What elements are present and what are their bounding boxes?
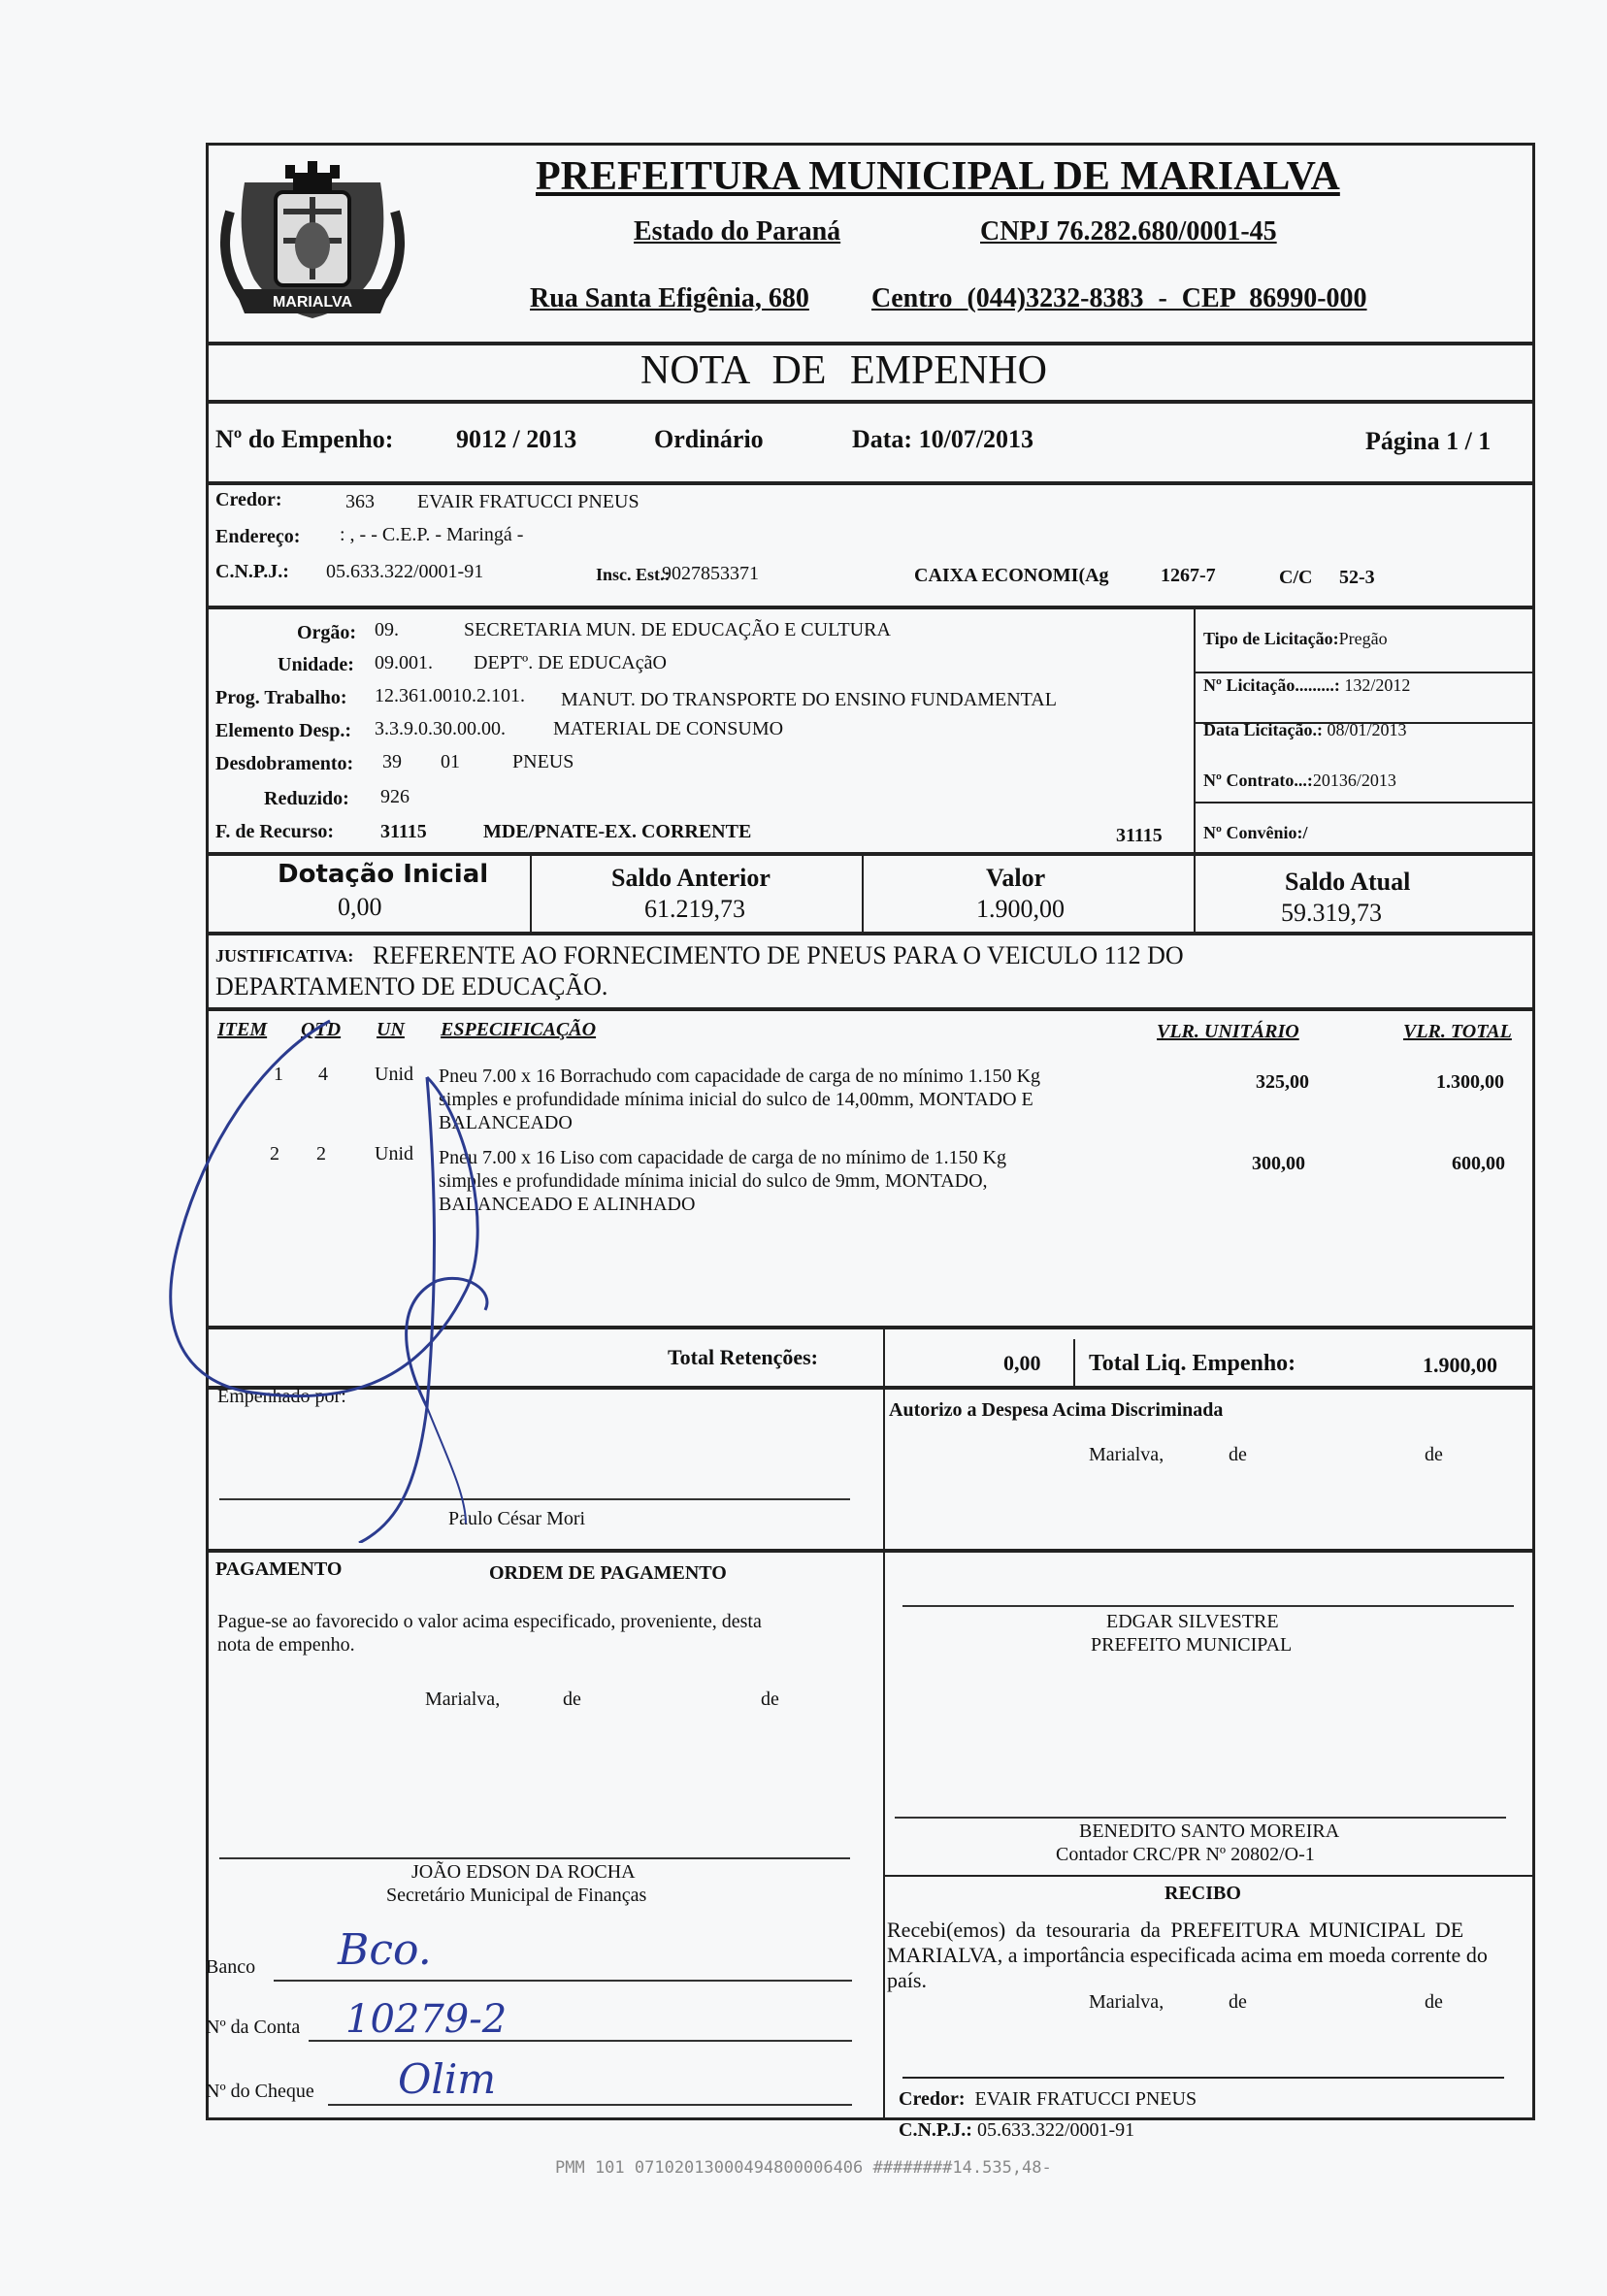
dotacao-label: Dotação Inicial [278, 860, 489, 889]
prog-label: Prog. Trabalho: [215, 687, 347, 708]
insc-label: Insc. Est.: [596, 565, 671, 584]
cnpj-header: CNPJ 76.282.680/0001-45 [980, 216, 1277, 246]
footer-code: PMM 101 07102013000494800006406 ########14.535,48- [555, 2158, 1052, 2178]
cc-label: C/C [1279, 567, 1313, 588]
valor-label: Valor [986, 864, 1046, 892]
address-details: Centro (044)3232-8383 - CEP 86990-000 [871, 283, 1367, 313]
col-vlr-total: VLR. TOTAL [1403, 1021, 1512, 1042]
licitacao-number-row: Nº Licitação.........: 132/2012 [1203, 675, 1411, 695]
licitacao-date-row: Data Licitação.: 08/01/2013 [1203, 720, 1407, 739]
col-especificacao: ESPECIFICAÇÃO [441, 1019, 597, 1040]
recibo-text-1: Recebi(emos) da tesouraria da PREFEITURA MUNICIPAL DE [887, 1918, 1464, 1942]
justificativa-line-2: DEPARTAMENTO DE EDUCAÇÃO. [215, 972, 608, 1000]
convenio-label: Nº Convênio:/ [1203, 823, 1308, 842]
unidade-name: DEPTº. DE EDUCAçãO [474, 652, 667, 673]
unidade-code: 09.001. [375, 652, 433, 673]
orgao-code: 09. [375, 619, 399, 640]
retencoes-value: 0,00 [1003, 1351, 1041, 1375]
ordem-label: ORDEM DE PAGAMENTO [489, 1562, 727, 1584]
recibo-cnpj-row [899, 2119, 1134, 2142]
anterior-label: Saldo Anterior [611, 864, 771, 892]
pagamento-de-1: de [563, 1689, 581, 1710]
credor-name: EVAIR FRATUCCI PNEUS [417, 491, 640, 512]
item-1-spec-3: BALANCEADO [439, 1112, 573, 1133]
recibo-cnpj-label: C.N.P.J.: [899, 2119, 972, 2141]
retencoes-label: Total Retenções: [668, 1345, 818, 1369]
elemento-label: Elemento Desp.: [215, 720, 351, 741]
pagamento-text-1: Pague-se ao favorecido o valor acima especificado, proveniente, desta [217, 1611, 762, 1632]
col-vlr-unitario: VLR. UNITÁRIO [1157, 1021, 1299, 1042]
empenho-label: Nº do Empenho: [215, 425, 394, 453]
recibo-credor: EVAIR FRATUCCI PNEUS [974, 2088, 1197, 2110]
recurso-name: MDE/PNATE-EX. CORRENTE [483, 821, 752, 842]
address: Rua Santa Efigênia, 680 [530, 283, 809, 313]
liq-label: Total Liq. Empenho: [1089, 1351, 1296, 1376]
pagamento-text-2: nota de empenho. [217, 1634, 355, 1656]
recurso-code: 31115 [380, 821, 427, 842]
item-2-un: Unid [375, 1143, 413, 1164]
licitacao-type-label: Tipo de Licitação:Pregão [1203, 629, 1388, 648]
recibo-title: RECIBO [1164, 1883, 1241, 1904]
desdobramento-b: 01 [441, 751, 460, 772]
empenhado-name: Paulo César Mori [448, 1508, 586, 1529]
reduzido-label: Reduzido: [264, 788, 349, 809]
municipality-title: PREFEITURA MUNICIPAL DE MARIALVA [536, 154, 1340, 199]
pagamento-local: Marialva, [425, 1689, 501, 1710]
credor-label: Credor: [215, 489, 282, 510]
doc-title: NOTA DE EMPENHO [640, 348, 1047, 393]
conta-label: Nº da Conta [206, 2017, 301, 2038]
justificativa-label: JUSTIFICATIVA: [215, 946, 354, 966]
cnpj-label: C.N.P.J.: [215, 561, 289, 582]
secretario-cargo: Secretário Municipal de Finanças [386, 1885, 647, 1906]
atual-value: 59.319,73 [1281, 899, 1382, 927]
elemento-code: 3.3.9.0.30.00.00. [375, 718, 506, 739]
pagamento-de-2: de [761, 1689, 779, 1710]
desdobramento-name: PNEUS [512, 751, 574, 772]
coat-of-arms-text: MARIALVA [272, 294, 353, 311]
licitacao-type: Pregão [1338, 629, 1388, 648]
banco-handwritten: Bco. [338, 1925, 432, 1975]
atual-label: Saldo Atual [1285, 868, 1411, 896]
conta-handwritten: 10279-2 [345, 1997, 508, 2042]
item-1-unit: 325,00 [1256, 1071, 1309, 1093]
valor-value: 1.900,00 [976, 895, 1065, 923]
autorizo-label: Autorizo a Despesa Acima Discriminada [889, 1399, 1224, 1421]
empenho-type: Ordinário [654, 425, 764, 453]
orgao-label: Orgão: [297, 622, 357, 643]
item-2-qtd: 2 [316, 1143, 326, 1164]
empenho-number: 9012 / 2013 [456, 425, 577, 453]
bank-name: CAIXA ECONOMI(Ag [914, 565, 1109, 586]
insc-value: 9027853371 [662, 563, 759, 584]
prefeito-cargo: PREFEITO MUNICIPAL [1091, 1634, 1293, 1656]
item-2-total: 600,00 [1452, 1153, 1505, 1174]
unidade-label: Unidade: [278, 654, 354, 675]
item-1-qtd: 4 [318, 1064, 328, 1085]
credor-cnpj: 05.633.322/0001-91 [326, 561, 484, 582]
cheque-handwritten: Olim [398, 2055, 497, 2103]
bank-agency: 1267-7 [1161, 565, 1216, 586]
col-item: ITEM [217, 1019, 268, 1040]
recibo-credor-row [899, 2088, 1197, 2111]
licitacao-number: 132/2012 [1344, 675, 1411, 695]
anterior-value: 61.219,73 [644, 895, 745, 923]
credor-code: 363 [345, 491, 375, 512]
address-label: Endereço: [215, 526, 301, 547]
cc-value: 52-3 [1339, 567, 1375, 588]
elemento-name: MATERIAL DE CONSUMO [553, 718, 784, 739]
signature-scribble [146, 1000, 631, 1543]
recibo-de-1: de [1229, 1991, 1247, 2013]
item-1-spec-1: Pneu 7.00 x 16 Borrachudo com capacidade de carga de no mínimo 1.150 Kg [439, 1066, 1041, 1087]
dotacao-value: 0,00 [338, 893, 382, 921]
contador-cargo: Contador CRC/PR Nº 20802/O-1 [1056, 1844, 1315, 1865]
recibo-de-2: de [1425, 1991, 1443, 2013]
prefeito-name: EDGAR SILVESTRE [1106, 1611, 1279, 1632]
state-name: Estado do Paraná [634, 216, 841, 246]
contrato-row: Nº Contrato...:20136/2013 [1203, 771, 1396, 790]
recurso-label: F. de Recurso: [215, 821, 335, 842]
recibo-local: Marialva, [1089, 1991, 1164, 2013]
recibo-text-2: MARIALVA, a importância especificada acima em moeda corrente do [887, 1943, 1488, 1967]
recibo-credor-label: Credor: [899, 2088, 966, 2110]
liq-value: 1.900,00 [1423, 1353, 1497, 1377]
item-1-total: 1.300,00 [1436, 1071, 1504, 1093]
coat-of-arms [215, 153, 410, 338]
item-2-spec-3: BALANCEADO E ALINHADO [439, 1194, 696, 1215]
item-2-number: 2 [270, 1143, 279, 1164]
empenhado-label: Empenhado por: [217, 1386, 346, 1407]
prog-name: MANUT. DO TRANSPORTE DO ENSINO FUNDAMENTAL [561, 689, 1057, 710]
desdobramento-a: 39 [382, 751, 402, 772]
item-2-spec-2: simples e profundidade mínima inicial do sulco de 9mm, MONTADO, [439, 1170, 988, 1192]
banco-label: Banco [206, 1956, 256, 1978]
item-1-spec-2: simples e profundidade mínima inicial do sulco de 14,00mm, MONTADO E [439, 1089, 1033, 1110]
col-qtd: QTD [301, 1019, 342, 1040]
item-2-spec-1: Pneu 7.00 x 16 Liso com capacidade de carga de no mínimo de 1.150 Kg [439, 1147, 1007, 1168]
reduzido-value: 926 [380, 786, 410, 807]
autorizo-local: Marialva, [1089, 1444, 1164, 1465]
contrato-number: 20136/2013 [1312, 771, 1396, 790]
prog-code: 12.361.0010.2.101. [375, 685, 525, 706]
autorizo-de-1: de [1229, 1444, 1247, 1465]
desdobramento-label: Desdobramento: [215, 753, 354, 774]
autorizo-de-2: de [1425, 1444, 1443, 1465]
recibo-text-3: país. [887, 1968, 927, 1992]
orgao-name: SECRETARIA MUN. DE EDUCAÇÃO E CULTURA [464, 619, 891, 640]
contador-name: BENEDITO SANTO MOREIRA [1079, 1820, 1340, 1842]
col-un: UN [377, 1019, 405, 1040]
item-1-un: Unid [375, 1064, 413, 1085]
credor-address: : , - - C.E.P. - Maringá - [340, 524, 524, 545]
recibo-cnpj: 05.633.322/0001-91 [976, 2119, 1135, 2141]
justificativa-line-1: REFERENTE AO FORNECIMENTO DE PNEUS PARA O VEICULO 112 DO [373, 941, 1184, 969]
recurso-code-2: 31115 [1116, 825, 1163, 846]
secretario-name: JOÃO EDSON DA ROCHA [411, 1861, 636, 1883]
item-1-number: 1 [274, 1064, 283, 1085]
empenho-date: Data: 10/07/2013 [852, 425, 1034, 453]
cheque-label: Nº do Cheque [206, 2081, 314, 2102]
pagamento-label: PAGAMENTO [215, 1558, 343, 1580]
item-2-unit: 300,00 [1252, 1153, 1305, 1174]
licitacao-date: 08/01/2013 [1327, 720, 1407, 739]
page-number: Página 1 / 1 [1365, 427, 1492, 455]
